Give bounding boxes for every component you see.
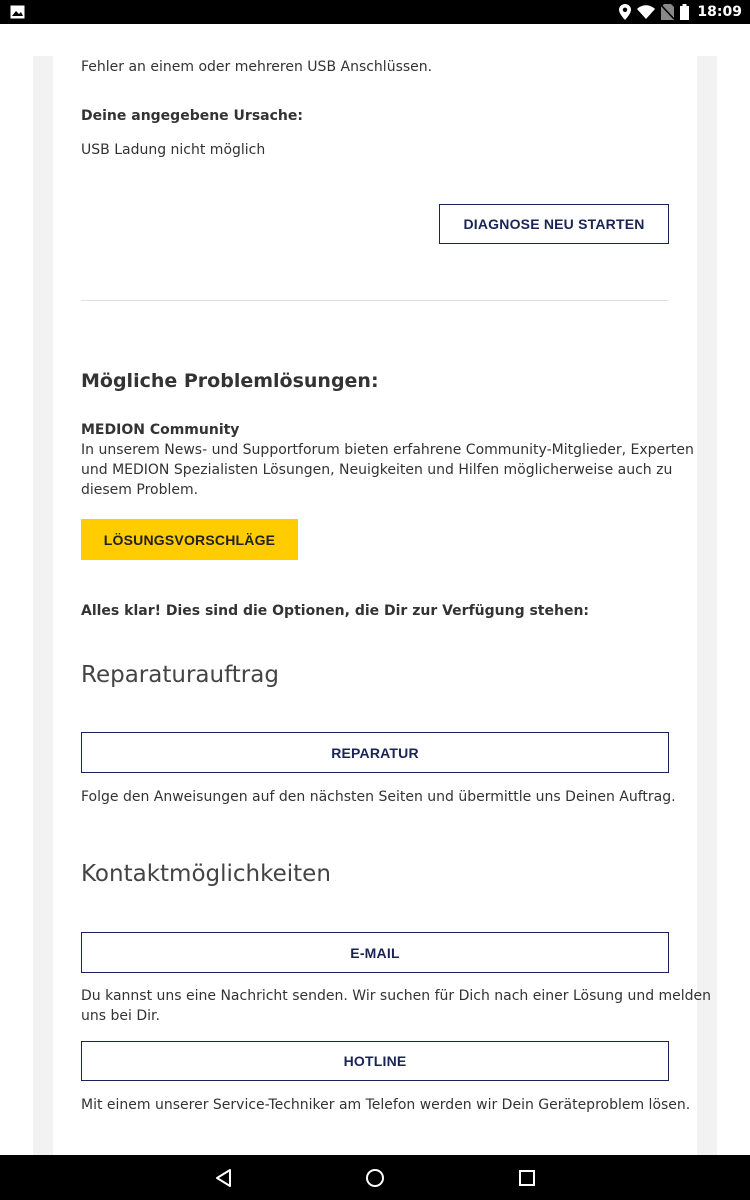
navigation-bar [0, 1155, 750, 1200]
repair-section-title: Reparaturauftrag [81, 662, 279, 688]
recents-icon[interactable] [516, 1167, 538, 1189]
repair-description: Folge den Anweisungen auf den nächsten Seiten und übermittle uns Deinen Auftrag. [81, 789, 676, 805]
image-icon [10, 5, 25, 19]
contact-section-title: Kontaktmöglichkeiten [81, 861, 331, 887]
cause-label: Deine angegebene Ursache: [81, 108, 303, 124]
clock: 18:09 [697, 4, 742, 20]
battery-icon [680, 4, 689, 20]
back-icon[interactable] [213, 1167, 235, 1189]
hotline-button[interactable]: HOTLINE [81, 1041, 669, 1081]
solution-suggestions-button[interactable]: LÖSUNGSVORSCHLÄGE [81, 519, 298, 560]
solutions-heading: Mögliche Problemlösungen: [81, 370, 379, 392]
email-description-line: uns bei Dir. [81, 1008, 160, 1024]
email-button[interactable]: E-MAIL [81, 932, 669, 973]
divider [81, 300, 669, 301]
left-margin-rail [33, 56, 53, 1155]
community-title: MEDION Community [81, 422, 240, 438]
status-bar [0, 0, 750, 24]
options-intro: Alles klar! Dies sind die Optionen, die Dir zur Verfügung stehen: [81, 603, 590, 619]
email-description-line: Du kannst uns eine Nachricht senden. Wir suchen für Dich nach einer Lösung und melden [81, 988, 712, 1004]
location-icon [619, 4, 631, 20]
community-description-line: diesem Problem. [81, 482, 199, 498]
home-icon[interactable] [364, 1167, 386, 1189]
hotline-description: Mit einem unserer Service-Techniker am Telefon werden wir Dein Geräteproblem lösen. [81, 1097, 691, 1113]
no-sim-icon [661, 4, 674, 20]
repair-button[interactable]: REPARATUR [81, 732, 669, 773]
restart-diagnosis-button[interactable]: DIAGNOSE NEU STARTEN [439, 204, 669, 244]
community-description-line: In unserem News- und Supportforum bieten erfahrene Community-Mitglieder, Experten [81, 442, 694, 458]
community-description-line: und MEDION Spezialisten Lösungen, Neuigkeiten und Hilfen möglicherweise auch zu [81, 462, 673, 478]
cause-value: USB Ladung nicht möglich [81, 142, 266, 158]
problem-description: Fehler an einem oder mehreren USB Anschlüssen. [81, 59, 433, 75]
wifi-icon [637, 5, 655, 19]
